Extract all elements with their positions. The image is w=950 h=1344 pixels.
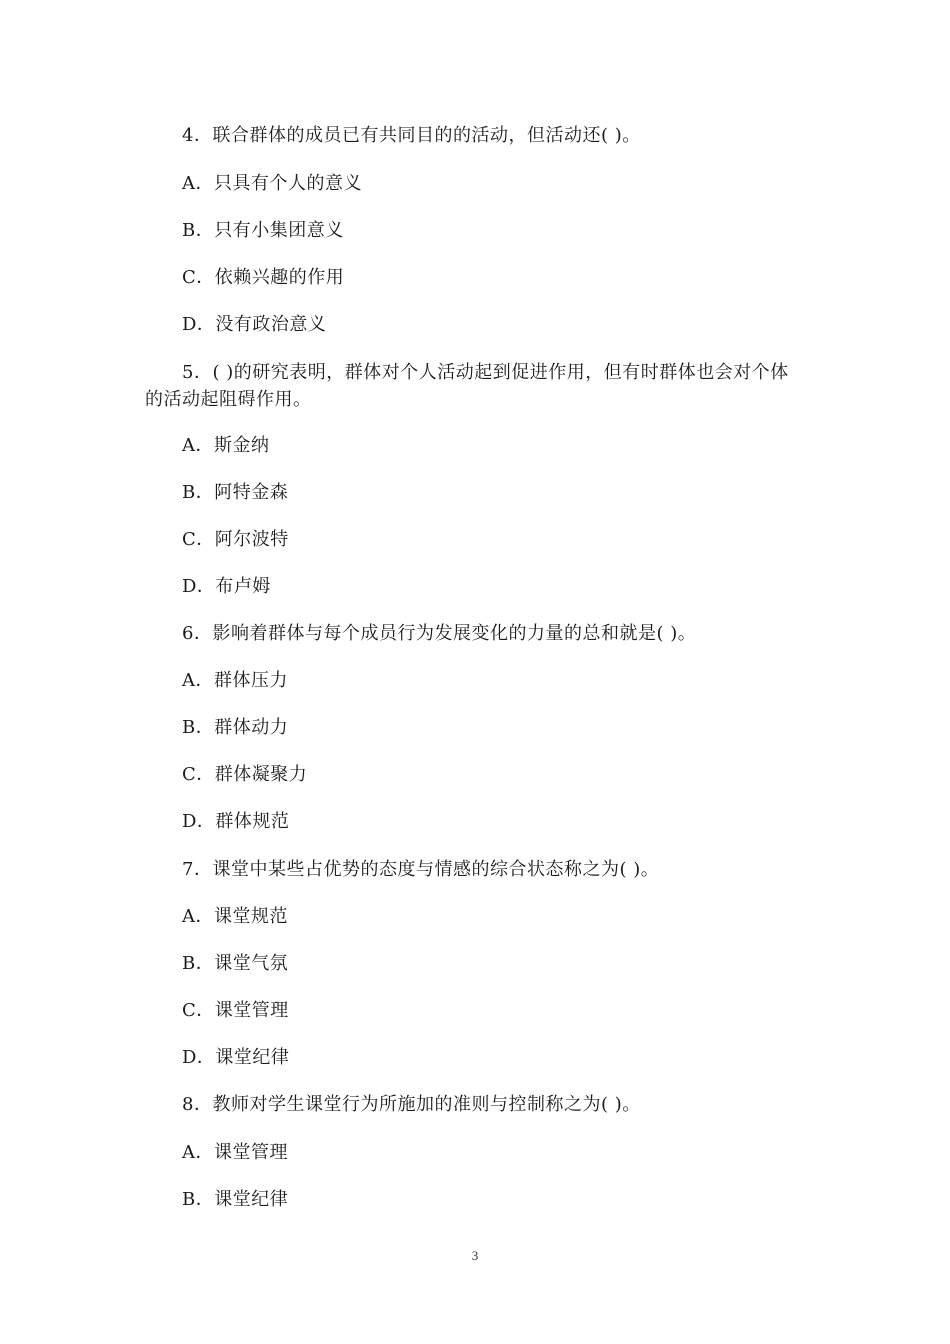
question-5-option-b: B．阿特金森 xyxy=(182,482,289,503)
question-5-stem-line2: 的活动起阻碍作用。 xyxy=(145,389,312,410)
question-6-option-a: A．群体压力 xyxy=(182,670,288,691)
question-4-option-c: C．依赖兴趣的作用 xyxy=(182,267,345,288)
question-4-option-a: A．只具有个人的意义 xyxy=(182,173,362,194)
question-4-stem: 4．联合群体的成员已有共同目的的活动，但活动还( )。 xyxy=(182,125,641,146)
page-number: 3 xyxy=(471,1248,479,1263)
question-6-stem: 6．影响着群体与每个成员行为发展变化的力量的总和就是( )。 xyxy=(182,623,697,644)
question-5-option-c: C．阿尔波特 xyxy=(182,529,289,550)
question-6-option-c: C．群体凝聚力 xyxy=(182,764,308,785)
question-5-option-a: A．斯金纳 xyxy=(182,435,270,456)
question-7-option-d: D．课堂纪律 xyxy=(182,1047,290,1068)
question-7-option-c: C．课堂管理 xyxy=(182,1000,289,1021)
question-4-option-d: D．没有政治意义 xyxy=(182,314,327,335)
question-5-option-d: D．布卢姆 xyxy=(182,576,271,597)
question-7-option-b: B．课堂气氛 xyxy=(182,953,289,974)
question-7-stem: 7．课堂中某些占优势的态度与情感的综合状态称之为( )。 xyxy=(182,859,660,880)
question-4-option-b: B．只有小集团意义 xyxy=(182,220,344,241)
question-8-option-a: A．课堂管理 xyxy=(182,1142,288,1163)
question-6-option-d: D．群体规范 xyxy=(182,811,290,832)
question-7-option-a: A．课堂规范 xyxy=(182,906,288,927)
question-8-stem: 8．教师对学生课堂行为所施加的准则与控制称之为( )。 xyxy=(182,1094,641,1115)
question-5-stem-line1: 5．( )的研究表明，群体对个人活动起到促进作用，但有时群体也会对个体 xyxy=(182,362,789,383)
question-6-option-b: B．群体动力 xyxy=(182,717,289,738)
question-8-option-b: B．课堂纪律 xyxy=(182,1189,289,1210)
